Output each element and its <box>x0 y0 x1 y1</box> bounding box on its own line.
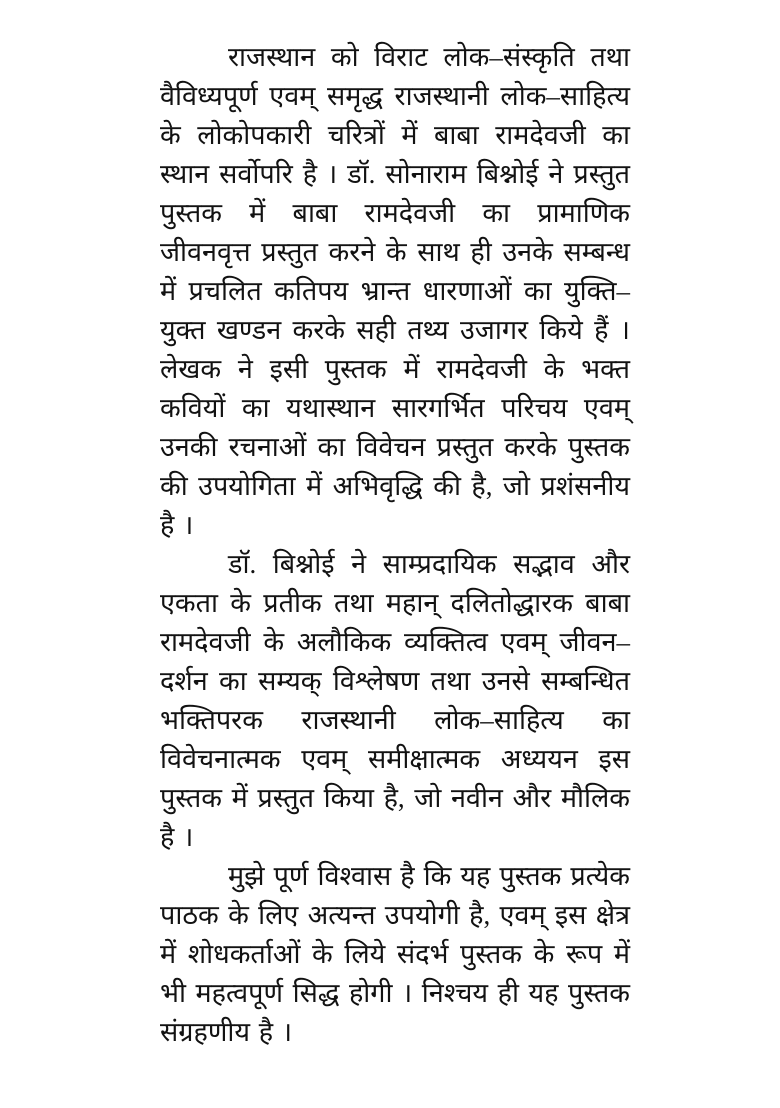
paragraph-2: डॉ. बिश्नोई ने साम्प्रदायिक सद्भाव और एकता के प्रतीक तथा महान् दलितोद्धारक बाबा रामदेवजी के अलौकिक व्यक्तित्व एवम् जीवन–दर्शन का सम्यक् विश्लेषण तथा उनसे सम्बन्धित भक्तिपरक राजस्थानी लोक–साहित्य का विवेचनात्मक एवम् समीक्षात्मक अध्ययन इस पुस्तक में प्रस्तुत किया है, जो नवीन और मौलिक है । <box>160 549 630 852</box>
text-column <box>160 38 630 1052</box>
paragraph-1: राजस्थान को विराट लोक–संस्कृति तथा वैविध्यपूर्ण एवम् समृद्ध राजस्थानी लोक–साहित्य के लोकोपकारी चरित्रों में बाबा रामदेवजी का स्थान सर्वोपरि है । डॉ. सोनाराम बिश्नोई ने प्रस्तुत पुस्तक में बाबा रामदेवजी का प्रामाणिक जीवनवृत्त प्रस्तुत करने के साथ ही उनके सम्बन्ध में प्रचलित कतिपय भ्रान्त धारणाओं का युक्ति–युक्त खण्डन करके सही तथ्य उजागर किये हैं । लेखक ने इसी पुस्तक में रामदेवजी के भक्त कवियों का यथास्थान सारगर्भित परिचय एवम् उनकी रचनाओं का विवेचन प्रस्तुत करके पुस्तक की उपयोगिता में अभिवृद्धि की है, जो प्रशंसनीय है । <box>160 42 630 540</box>
paragraph-3: मुझे पूर्ण विश्वास है कि यह पुस्तक प्रत्येक पाठक के लिए अत्यन्त उपयोगी है, एवम् इस क्षेत्र में शोधकर्ताओं के लिये संदर्भ पुस्तक के रूप में भी महत्वपूर्ण सिद्ध होगी । निश्चय ही यह पुस्तक संग्रहणीय है । <box>160 861 630 1047</box>
